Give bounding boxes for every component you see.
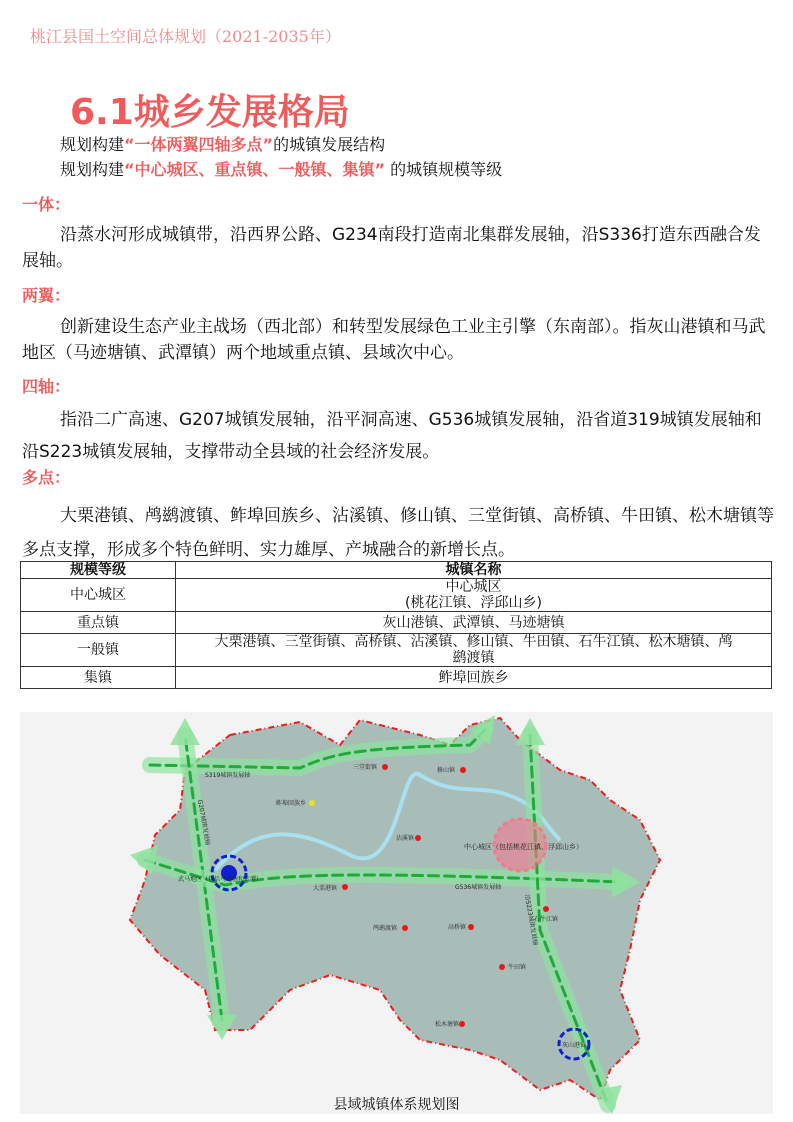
- town-label: 高桥镇: [448, 924, 467, 931]
- axis-label: 沿S223城镇发展轴: [523, 894, 539, 946]
- table-row: [21, 612, 772, 634]
- town-dot: [460, 767, 466, 773]
- town-label: 大栗港镇: [313, 885, 338, 892]
- towns-text: (桃花江镇、浮邱山乡): [405, 595, 542, 611]
- town-dot: [402, 925, 408, 931]
- town-label: 沾溪镇: [396, 835, 415, 842]
- intro-line-1: [60, 132, 385, 155]
- table-row: [21, 579, 772, 612]
- towns-cell: [176, 579, 772, 612]
- intro-highlight: “一体两翼四轴多点”: [124, 135, 274, 154]
- intro-text: 规划构建: [60, 135, 125, 154]
- intro-text: 的城镇规模等级: [385, 160, 503, 179]
- level-cell: 中心城区: [21, 579, 176, 612]
- intro-text: 的城镇发展结构: [273, 135, 386, 154]
- town-label: 石牛江镇: [534, 916, 559, 923]
- section-paragraph: 指沿二广高速、G207城镇发展轴，沿平洞高速、G536城镇发展轴，沿省道319城镇发展轴和沿S223城镇发展轴，支撑带动全县域的社会经济发展。: [22, 410, 762, 462]
- axis-label: S319城镇发展轴: [205, 772, 251, 779]
- document-header: 桃江县国土空间总体规划（2021-2035年）: [30, 27, 341, 46]
- intro-text: 规划构建: [60, 160, 125, 179]
- town-dot: [459, 1021, 465, 1027]
- town-level-table: [20, 561, 772, 689]
- town-label: 三堂街镇: [353, 764, 378, 771]
- table-row: [21, 667, 772, 689]
- table-header: 规模等级: [21, 562, 176, 579]
- axis-label: G207城镇发展轴: [196, 799, 211, 846]
- town-label: 武马地区（包括马迹塘和武潭）: [178, 876, 263, 883]
- intro-highlight: “中心城区、重点镇、一般镇、集镇”: [124, 160, 386, 179]
- map-caption: 县域城镇体系规划图: [333, 1097, 460, 1113]
- level-cell: 集镇: [21, 667, 176, 689]
- towns-cell: [176, 634, 772, 667]
- towns-text: 中心城区: [445, 579, 502, 595]
- market-town-dot: [309, 800, 315, 806]
- town-label: 牛田镇: [508, 964, 527, 971]
- town-label: 松木塘镇: [435, 1021, 460, 1028]
- towns-text: 鹚渡镇: [452, 650, 495, 666]
- town-dot: [342, 884, 348, 890]
- town-dot: [543, 906, 549, 912]
- table-row: [21, 634, 772, 667]
- town-label: 灰山港镇: [562, 1042, 587, 1049]
- intro-line-2: [60, 157, 502, 180]
- section-title: 6.1城乡发展格局: [70, 92, 350, 133]
- town-dot: [468, 924, 474, 930]
- level-cell: 重点镇: [21, 612, 176, 634]
- axis-label: G536城镇发展轴: [455, 884, 502, 891]
- towns-text: 大栗港镇、三堂街镇、高桥镇、沾溪镇、修山镇、牛田镇、石牛江镇、松木塘镇、鸬: [214, 634, 733, 650]
- county-town-system-map: [20, 712, 773, 1114]
- town-dot: [415, 835, 421, 841]
- section-paragraph: 沿蒸水河形成城镇带，沿西界公路、G234南段打造南北集群发展轴，沿S336打造东西融合发展轴。: [22, 225, 761, 271]
- town-dot: [382, 764, 388, 770]
- town-label: 修山镇: [437, 767, 456, 774]
- town-dot: [499, 964, 505, 970]
- town-label: 鲊埠回族乡: [276, 800, 307, 807]
- section-paragraph: 大栗港镇、鸬鹚渡镇、鲊埠回族乡、沾溪镇、修山镇、三堂街镇、高桥镇、牛田镇、松木塘镇等多点支撑，形成多个特色鲜明、实力雄厚、产城融合的新增长点。: [22, 506, 774, 560]
- table-header: 城镇名称: [176, 562, 772, 579]
- town-label: 中心城区（包括桃花江镇、浮邱山乡）: [464, 843, 583, 851]
- section-heading: 多点：: [22, 468, 71, 487]
- level-cell: 一般镇: [21, 634, 176, 667]
- section-heading: 一体：: [22, 195, 71, 214]
- section-paragraph: 创新建设生态产业主战场（西北部）和转型发展绿色工业主引擎（东南部）。指灰山港镇和马武地区（马迹塘镇、武潭镇）两个地域重点镇、县域次中心。: [22, 317, 766, 363]
- section-heading: 两翼：: [22, 286, 71, 305]
- towns-cell: 鲊埠回族乡: [176, 667, 772, 689]
- town-label: 鸬鹚渡镇: [373, 925, 398, 932]
- towns-cell: 灰山港镇、武潭镇、马迹塘镇: [176, 612, 772, 634]
- section-heading: 四轴：: [22, 377, 71, 396]
